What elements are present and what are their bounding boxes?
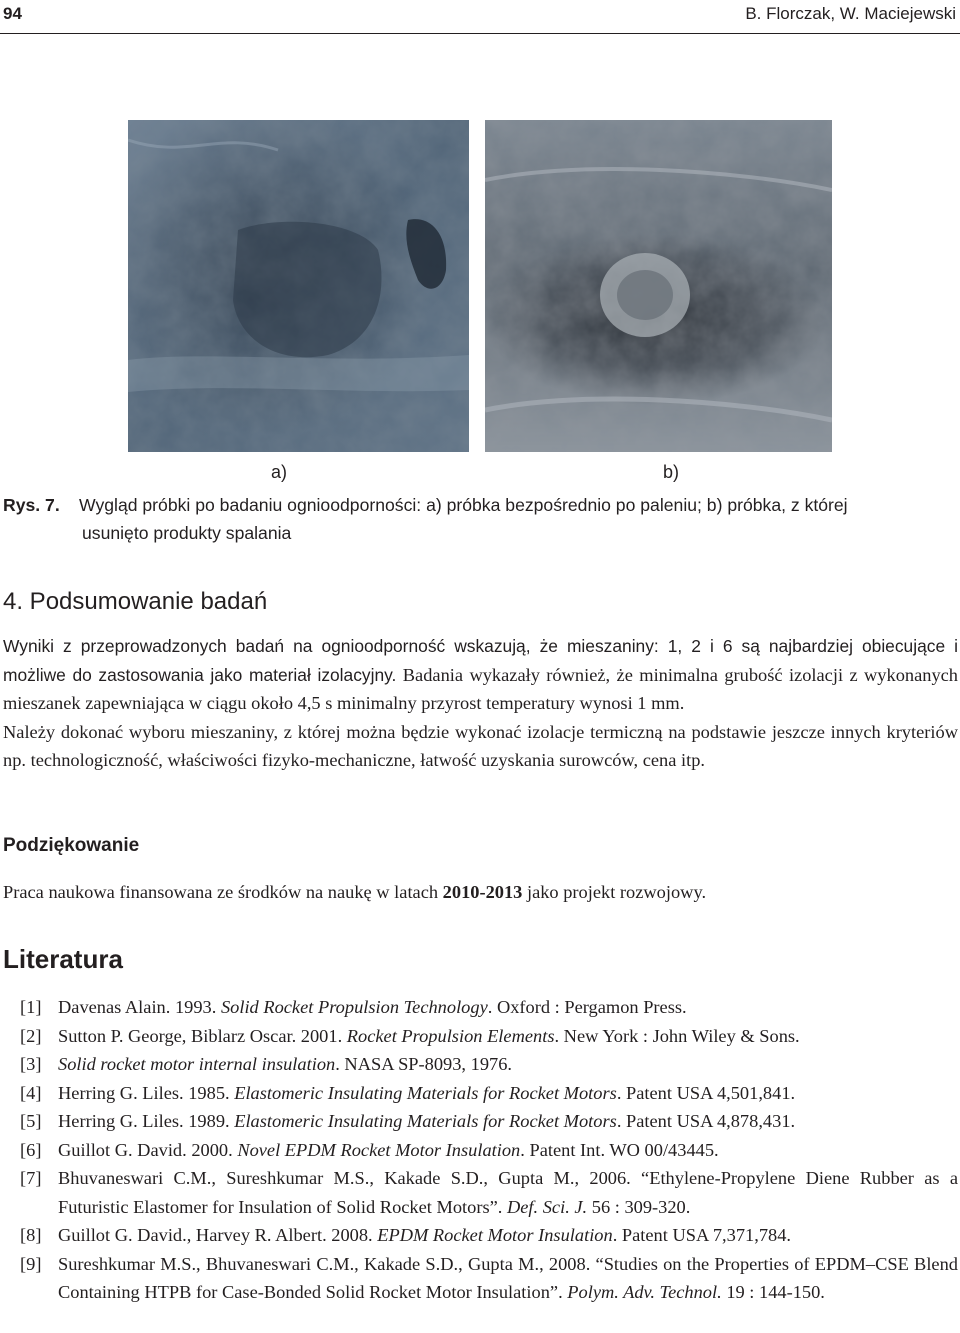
reference-source: . Patent Int. WO 00/43445.: [520, 1139, 719, 1160]
summary-paragraph: [3, 632, 958, 775]
reference-title: Polym. Adv. Technol.: [567, 1282, 722, 1302]
reference-item: [20, 1221, 958, 1250]
acknowledgement-title: Podziękowanie: [3, 835, 140, 856]
reference-list: [20, 993, 958, 1307]
reference-text: Guillot G. David., Harvey R. Albert. 2008.: [58, 1225, 378, 1245]
ack-years: 2010-2013: [442, 882, 523, 902]
reference-title: Rocket Propulsion Elements: [346, 1025, 555, 1046]
reference-item: [20, 1164, 958, 1221]
summary-paragraph-2: Należy dokonać wyboru mieszaniny, z której można będzie wykonać izolacje termiczną na podstawie jeszcze innych kryteriów np. technologiczność, właściwości fizyko-mechaniczne, łatwość uzyskania surowców, cena itp.: [3, 721, 958, 771]
reference-item: [20, 1079, 958, 1108]
ack-text-after: jako projekt rozwojowy.: [522, 882, 707, 902]
reference-text: Davenas Alain. 1993.: [58, 997, 221, 1017]
reference-text: Sureshkumar M.S., Bhuvaneswari C.M., Kakade S.D., Gupta M., 2008. “Studies on the Properties of EPDM–CSE Blend Containing HTPB for Case-Bonded Solid Rocket Motor Insulation”.: [58, 1253, 958, 1302]
reference-number: [7]: [20, 1168, 42, 1188]
reference-text: Herring G. Liles. 1985.: [58, 1082, 235, 1103]
summary-sentence-1: Wyniki z przeprowadzonych badań na ognioodporność wskazują, że mieszaniny: 1, 2 i 6 są najbardziej obiecujące i możliwe do zastosowania jako materiał izolacyjny.: [3, 636, 958, 685]
figure-photo-b: [485, 120, 832, 452]
reference-source: . Patent USA 7,371,784.: [612, 1225, 791, 1245]
reference-item: [20, 1250, 958, 1307]
summary-sentence-2: Badania wykazały również, że minimalna grubość izolacji z wykonanych mieszanek zapewniająca w ciągu około 4,5 s minimalny przyrost temperatury wynosi 1 mm.: [3, 664, 959, 714]
section-title-summary: 4. Podsumowanie badań: [3, 588, 268, 615]
reference-text: Herring G. Liles. 1989.: [58, 1111, 235, 1131]
figure-caption: [3, 491, 959, 547]
reference-number: [4]: [20, 1082, 42, 1103]
reference-source: . NASA SP-8093, 1976.: [335, 1054, 513, 1074]
caption-line-2: usunięto produkty spalania: [82, 523, 292, 543]
reference-item: [20, 993, 958, 1022]
reference-text: Guillot G. David. 2000.: [58, 1139, 238, 1160]
reference-number: [3]: [20, 1054, 42, 1074]
figure-sublabel-b: b): [663, 462, 680, 482]
reference-item: [20, 1107, 958, 1136]
reference-title: Solid Rocket Propulsion Technology: [220, 997, 488, 1017]
reference-item: [20, 1050, 958, 1079]
reference-source: 56 : 309-320.: [587, 1196, 691, 1217]
reference-title: Def. Sci. J.: [506, 1196, 588, 1217]
reference-number: [5]: [20, 1111, 42, 1131]
reference-text: Sutton P. George, Biblarz Oscar. 2001.: [58, 1025, 347, 1046]
reference-number: [2]: [20, 1025, 42, 1046]
reference-source: . Patent USA 4,878,431.: [616, 1111, 796, 1131]
reference-source: . Patent USA 4,501,841.: [616, 1082, 796, 1103]
reference-text: Bhuvaneswari C.M., Sureshkumar M.S., Kakade S.D., Gupta M., 2006. “Ethylene-Propylene Diene Rubber as a Futuristic Elastomer for Insulation of Solid Rocket Motors”.: [58, 1168, 958, 1217]
reference-title: Solid rocket motor internal insulation: [58, 1054, 336, 1074]
reference-item: [20, 1136, 958, 1165]
reference-source: . Oxford : Pergamon Press.: [487, 997, 687, 1017]
reference-title: Novel EPDM Rocket Motor Insulation: [237, 1139, 521, 1160]
reference-source: 19 : 144-150.: [721, 1282, 825, 1302]
reference-number: [9]: [20, 1253, 42, 1274]
reference-title: Elastomeric Insulating Materials for Rocket Motors: [234, 1082, 617, 1103]
page-number: 94: [3, 4, 22, 23]
running-header-authors: B. Florczak, W. Maciejewski: [745, 4, 956, 23]
reference-number: [1]: [20, 997, 42, 1017]
literature-title: Literatura: [3, 944, 123, 974]
caption-label: Rys. 7.: [3, 495, 60, 515]
header-rule: [0, 33, 960, 34]
reference-item: [20, 1022, 958, 1051]
figure-photo-a: [128, 120, 469, 452]
ack-text-before: Praca naukowa finansowana ze środków na naukę w latach: [3, 882, 443, 902]
reference-title: EPDM Rocket Motor Insulation: [377, 1225, 613, 1245]
figure-sublabel-a: a): [271, 462, 288, 482]
acknowledgement-text: [3, 878, 958, 907]
reference-title: Elastomeric Insulating Materials for Rocket Motors: [234, 1111, 617, 1131]
reference-number: [8]: [20, 1225, 42, 1245]
caption-line-1: Wygląd próbki po badaniu ognioodporności: a) próbka bezpośrednio po paleniu; b) próbka, z której: [79, 495, 848, 515]
reference-number: [6]: [20, 1139, 42, 1160]
reference-source: . New York : John Wiley & Sons.: [554, 1025, 800, 1046]
